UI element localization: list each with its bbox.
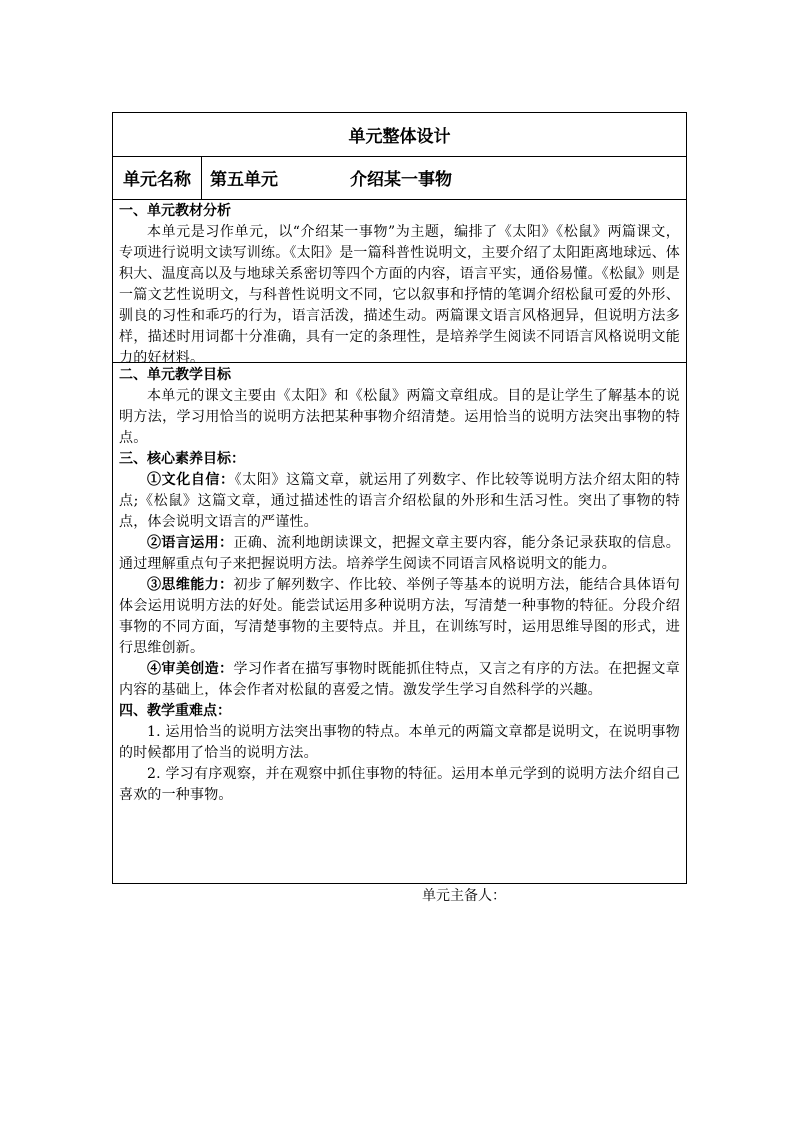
literacy-item-thinking [119,575,680,659]
section-material-analysis [113,200,686,366]
key-point-2: 2. 学习有序观察，并在观察中抓住事物的特征。运用本单元学到的说明方法介绍自己喜欢的一种事物。 [119,766,680,803]
section2-body: 本单元的课文主要由《太阳》和《松鼠》两篇文章组成。目的是让学生了解基本的说明方法，学习用恰当的说明方法把某种事物介绍清楚。运用恰当的说明方法突出事物的特点。 [119,388,680,446]
literacy-item-culture [119,470,680,533]
unit-name-label: 单元名称 [113,156,202,199]
literacy-label: ③思维能力： [147,577,234,593]
unit-name-row [113,156,686,200]
section3-heading: 三、核心素养目标： [119,451,245,467]
literacy-item-language [119,533,680,575]
section-goals-block [113,364,686,806]
literacy-label: ④审美创造： [147,661,234,677]
literacy-text: 正确、流利地朗读课文，把握文章主要内容，能分条记录获取的信息。通过理解重点句子来把握说明方法。培养学生阅读不同语言风格说明文的能力。 [119,535,680,572]
section1-body: 本单元是习作单元，以“介绍某一事物”为主题，编排了《太阳》《松鼠》两篇课文，专项进行说明文读写训练。《太阳》是一篇科普性说明文，主要介绍了太阳距离地球远、体积大、温度高以及与地球关系密切等四个方面的内容，语言平实，通俗易懂。《松鼠》则是一篇文艺性说明文，与科普性说明文不同，它以叙事和抒情的笔调介绍松鼠可爱的外形、驯良的习性和乖巧的行为，语言活泼，描述生动。两篇课文语言风格迥异，但说明方法多样，描述时用词都十分准确，具有一定的条理性，是培养学生阅读不同语言风格说明文能力的好材料。 [119,224,680,366]
table-title: 单元整体设计 [113,113,686,157]
literacy-text: 《太阳》这篇文章，就运用了列数字、作比较等说明方法介绍太阳的特点;《松鼠》这篇文章，通过描述性的语言介绍松鼠的外形和生活习性。突出了事物的特点，体会说明文语言的严谨性。 [119,472,681,530]
section2-heading: 二、单元教学目标 [119,367,231,383]
literacy-text: 初步了解列数字、作比较、举例子等基本的说明方法，能结合具体语句体会运用说明方法的好处。能尝试运用多种说明方法，写清楚一种事物的特征。分段介绍事物的不同方面，写清楚事物的主要特点。并且，在训练写时，运用思维导图的形式，进行思维创新。 [119,577,680,656]
literacy-label: ②语言运用： [147,535,234,551]
literacy-text: 学习作者在描写事物时既能抓住特点，又言之有序的方法。在把握文章内容的基础上，体会作者对松鼠的喜爱之情。激发学生学习自然科学的兴趣。 [119,661,680,698]
section1-heading: 一、单元教材分析 [119,203,231,219]
unit-preparer-label: 单元主备人： [422,888,506,904]
section4-heading: 四、教学重难点： [119,703,231,719]
design-table [112,112,687,884]
unit-number: 第五单元 [210,170,278,190]
literacy-label: ①文化自信： [147,472,235,488]
key-point-1: 1. 运用恰当的说明方法突出事物的特点。本单元的两篇文章都是说明文，在说明事物的时候都用了恰当的说明方法。 [119,724,680,761]
unit-topic: 介绍某一事物 [350,170,452,190]
literacy-item-aesthetics [119,659,680,701]
